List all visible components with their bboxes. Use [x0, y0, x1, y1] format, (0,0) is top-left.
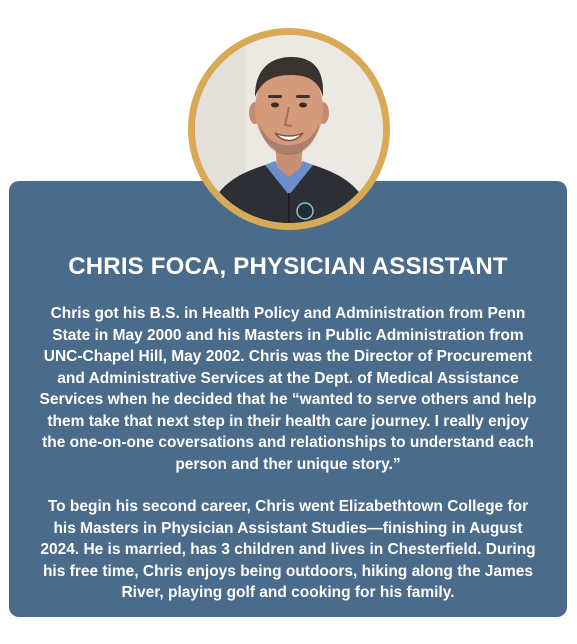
bio-paragraph-2: To begin his second career, Chris went Elizabethtown College for his Masters in Physician Assistant Studies—finishing in August 2024. He is married, has 3 children and lives in Chesterfield. During his free time, Chris enjoys being outdoors, hiking along the James River, playing golf and cooking for his family. — [40, 498, 536, 601]
profile-photo — [195, 35, 383, 223]
profile-photo-frame — [188, 28, 390, 230]
portrait-image — [195, 35, 383, 223]
bio-card — [9, 181, 567, 617]
bio-paragraph-1: Chris got his B.S. in Health Policy and Administration from Penn State in May 2000 and his Masters in Public Administration from UNC-Chapel Hill, May 2002. Chris was the Director of Procurement and Administrative Services at the Dept. of Medical Assistance Services when he decided that he “wanted to serve others and help them take that next step in their health care journey. I really enjoy the one-on-one coversations and relationships to understand each person and ther unique story.” — [39, 305, 537, 473]
profile-name: CHRIS FOCA, PHYSICIAN ASSISTANT — [68, 253, 508, 280]
